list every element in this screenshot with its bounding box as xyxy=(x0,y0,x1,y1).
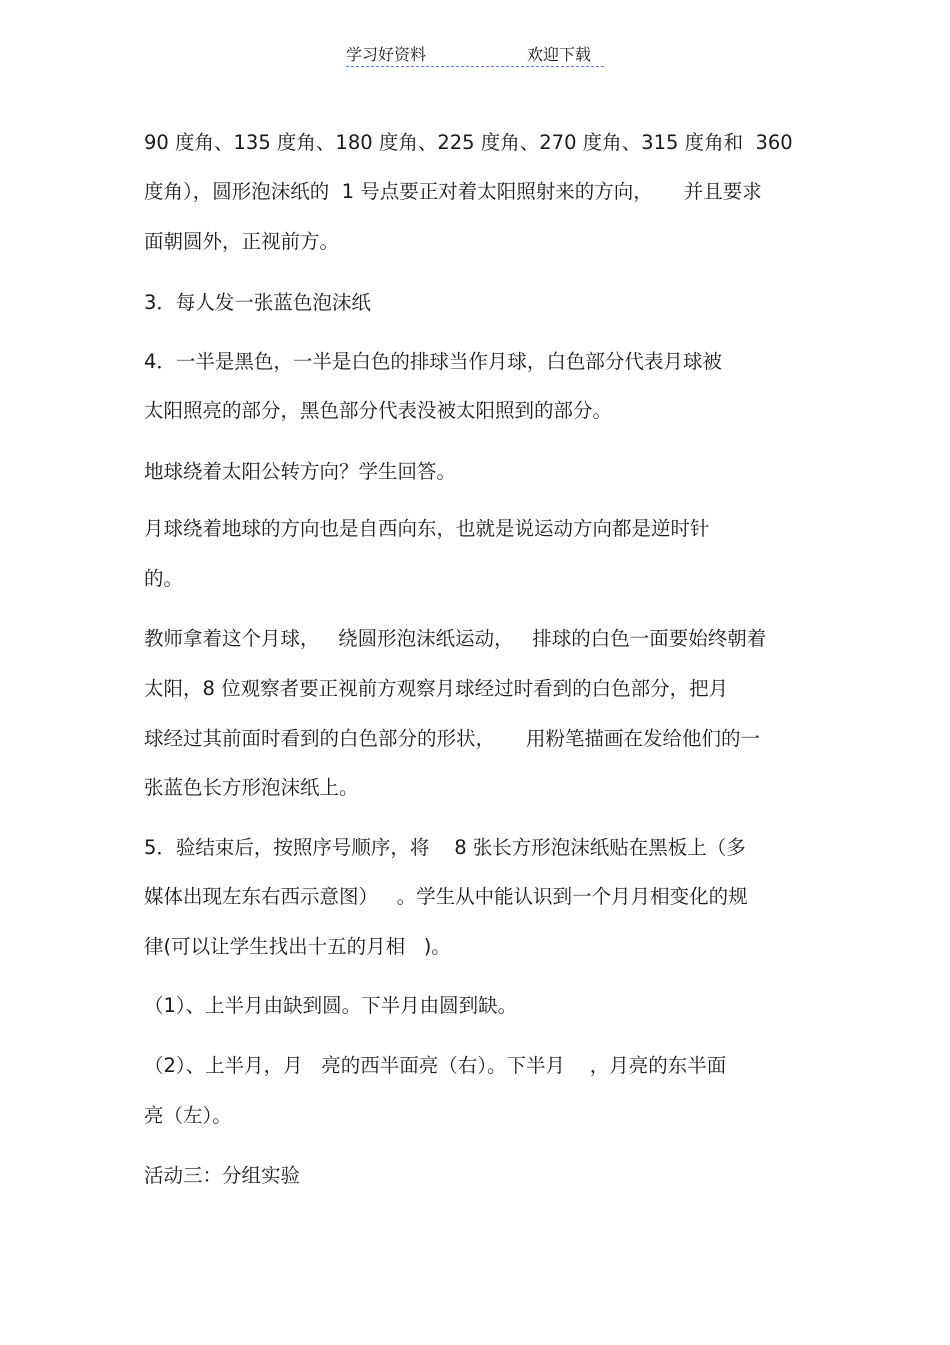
text-line: 月球绕着地球的方向也是自西向东，也就是说运动方向都是逆时针 xyxy=(144,517,710,540)
text-line: 的。 xyxy=(144,567,184,590)
text-line: 5．验结束后，按照序号顺序，将 8 张长方形泡沫纸贴在黑板上（多 xyxy=(144,836,746,859)
text-line: 媒体出现左东右西示意图） 。学生从中能认识到一个月月相变化的规 xyxy=(144,885,748,908)
text-line: 4．一半是黑色，一半是白色的排球当作月球，白色部分代表月球被 xyxy=(144,350,722,373)
text-line: 度角），圆形泡沫纸的 1 号点要正对着太阳照射来的方向， 并且要求 xyxy=(144,180,762,203)
text-line: 3．每人发一张蓝色泡沫纸 xyxy=(144,291,371,314)
text-line: 球经过其前面时看到的白色部分的形状， 用粉笔描画在发给他们的一 xyxy=(144,727,760,750)
text-line: 教师拿着这个月球， 绕圆形泡沫纸运动， 排球的白色一面要始终朝着 xyxy=(144,627,767,650)
text-line: 地球绕着太阳公转方向？学生回答。 xyxy=(144,460,457,483)
text-line: 太阳，8 位观察者要正视前方观察月球经过时看到的白色部分，把月 xyxy=(144,677,729,700)
text-line: 亮（左）。 xyxy=(144,1104,232,1127)
text-line: 张蓝色长方形泡沫纸上。 xyxy=(144,776,359,799)
text-line: 面朝圆外，正视前方。 xyxy=(144,230,340,253)
header-left-text: 学习好资料 xyxy=(346,45,427,64)
text-line: 律(可以让学生找出十五的月相 )。 xyxy=(144,935,451,958)
text-line: 太阳照亮的部分，黑色部分代表没被太阳照到的部分。 xyxy=(144,399,613,422)
header-right-text: 欢迎下载 xyxy=(527,45,592,64)
text-line: （1）、上半月由缺到圆。下半月由圆到缺。 xyxy=(144,994,518,1017)
text-line: 90 度角、135 度角、180 度角、225 度角、270 度角、315 度角和 360 xyxy=(144,131,793,154)
text-line: （2）、上半月，月 亮的西半面亮（右）。下半月 ，月亮的东半面 xyxy=(144,1054,727,1077)
page-header xyxy=(346,40,604,67)
text-line: 活动三：分组实验 xyxy=(144,1164,301,1187)
